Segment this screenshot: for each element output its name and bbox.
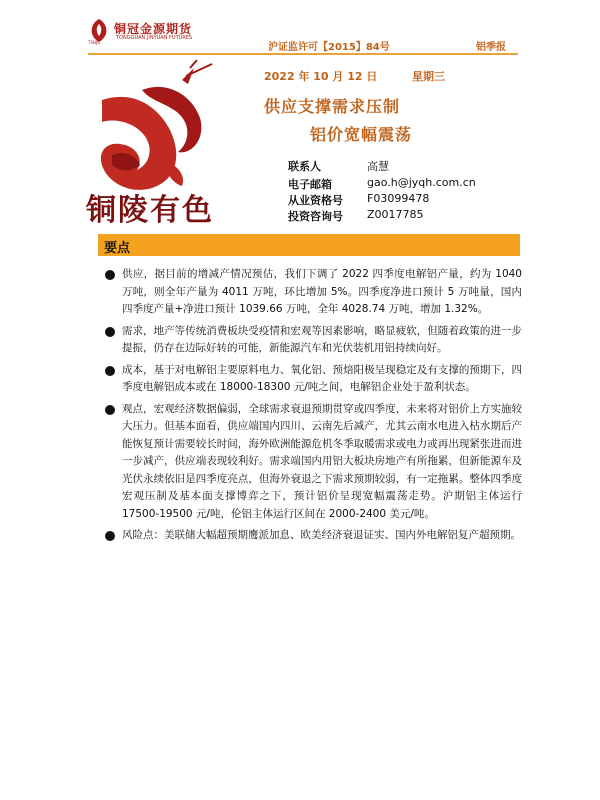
contact-label-advisory: 投资咨询号	[288, 210, 343, 223]
key-point-view	[104, 401, 522, 524]
bullet-icon	[105, 327, 115, 337]
company-name-cn: 铜冠金源期货	[114, 22, 193, 36]
contact-value-qualification: F03099478	[367, 192, 430, 205]
key-point-text: 风险点：美联储大幅超预期鹰派加息、欧美经济衰退证实、国内外电解铝复产超预期。	[122, 529, 521, 541]
key-point-text: 供应，据目前的增减产情况预估，我们下调了 2022 四季度电解铝产量，约为 1040 万吨，则全年产量为 4011 万吨，环比增加 5%。四季度净进口预计 5 万吨量，国内四季度产量+净进口预计 1039.66 万吨，全年 4028.74 万吨，增加 1.32%。	[122, 268, 522, 315]
key-points-list	[104, 266, 522, 549]
section-header-band	[98, 234, 520, 256]
report-title-line1: 供应支撑需求压制	[264, 97, 401, 116]
key-point-risk	[104, 527, 522, 545]
key-point-text: 成本，基于对电解铝主要原料电力、氧化铝、预焙阳极呈现稳定及有支撑的预期下，四季度电解铝成本或在 18000-18300 元/吨之间，电解铝企业处于盈利状态。	[122, 363, 522, 393]
report-type: 铝季报	[476, 42, 506, 53]
key-point-cost	[104, 362, 522, 397]
company-name-en: TONGGUAN JINYUAN FUTURES	[116, 35, 193, 41]
header-divider	[88, 53, 518, 55]
contact-label-qualification: 从业资格号	[288, 194, 343, 207]
report-date: 2022 年 10 月 12 日	[264, 70, 378, 83]
report-title-line2: 铝价宽幅震荡	[310, 125, 413, 144]
contact-label-name: 联系人	[288, 160, 321, 173]
report-weekday: 星期三	[412, 70, 445, 83]
key-point-text: 需求，地产等传统消费板块受疫情和宏观等因素影响，略显疲软，但随着政策的进一步提振，仍存在边际好转的可能，新能源汽车和光伏装机用铝持续向好。	[122, 324, 522, 354]
contact-label-email: 电子邮箱	[288, 178, 332, 191]
section-title: 要点	[104, 241, 131, 256]
key-point-supply	[104, 266, 522, 319]
bullet-icon	[105, 270, 115, 280]
company-logo	[88, 18, 228, 46]
contact-value-email[interactable]: gao.h@jyqh.com.cn	[367, 176, 476, 189]
decorative-ink-artwork	[82, 60, 257, 235]
key-point-text: 观点，宏观经济数据偏弱，全球需求衰退预期贯穿或四季度，未来将对铝价上方实施较大压力。但基本面看，供应端国内四川、云南先后减产，尤其云南水电进入枯水期后产能恢复预计需要较长时间，海外欧洲能源危机冬季取暖需求或电力或再出现紧张进而进一步减产，供应端表现较利好。需求端国内用铝大板块房地产有所拖累，但新能源车及光伏永续依旧是四季度亮点，但海外衰退之下需求预期较弱，有一定拖累。整体四季度宏观压制及基本面支撑博弈之下，预计铝价呈现宽幅震荡走势。沪期铝主体运行 17500-19500 元/吨，伦铝主体运行区间在 2000-2400 美元/吨。	[122, 402, 522, 520]
company-logo-sub: TSNJG	[88, 40, 101, 45]
contact-value-name: 高慧	[367, 160, 389, 173]
contact-value-advisory: Z0017785	[367, 208, 424, 221]
bullet-icon	[105, 531, 115, 541]
calligraphy-text: 铜陵有色	[86, 193, 214, 228]
bullet-icon	[105, 366, 115, 376]
license-number: 沪证监许可【2015】84号	[268, 42, 390, 53]
bullet-icon	[105, 405, 115, 415]
key-point-demand	[104, 323, 522, 358]
